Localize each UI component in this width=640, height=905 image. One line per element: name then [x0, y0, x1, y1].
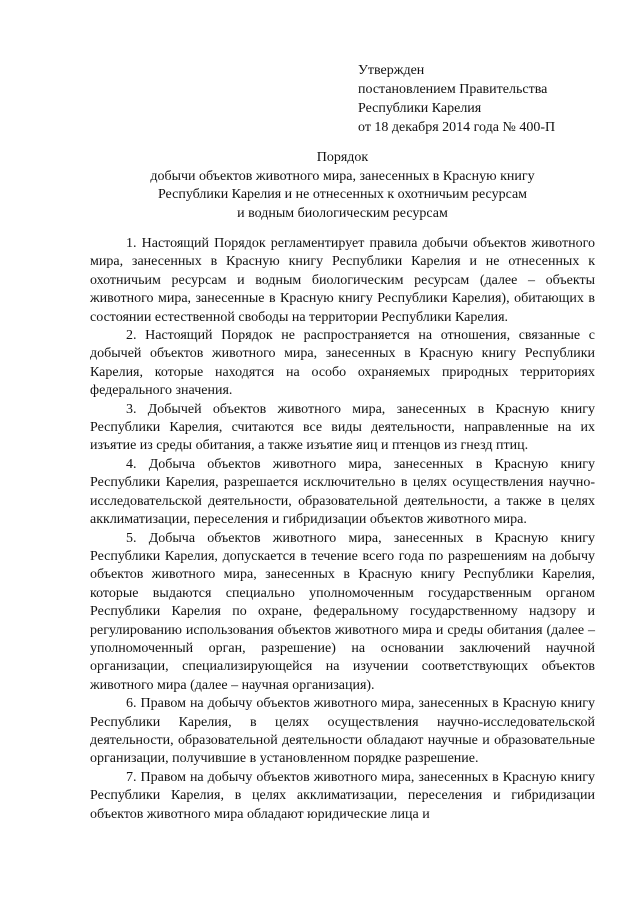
approval-line-republic: Республики Карелия — [358, 101, 482, 116]
paragraph-3: 3. Добычей объектов животного мира, занесенных в Красную книгу Республики Карелия, считаются все виды деятельности, направленные на их изъятие из среды обитания, а также изъятие яиц и птенцов из гнезд птиц. — [90, 401, 595, 454]
paragraph-2: 2. Настоящий Порядок не распространяется на отношения, связанные с добычей объектов животного мира, занесенных в Красную книгу Республики Карелия, которые находятся на особо охраняемых природных территориях федерального значения. — [90, 328, 595, 399]
approval-stamp — [358, 61, 555, 137]
approval-line-resolution: постановлением Правительства — [358, 82, 548, 97]
paragraph-1: 1. Настоящий Порядок регламентирует правила добычи объектов животного мира, занесенных в Красную книгу Республики Карелия и не отнесенных к охотничьим ресурсам и водным биологическим ресурсам (далее – объекты животного мира, занесенные в Красную книгу Республики Карелия), обитающих в состоянии естественной свободы на территории Республики Карелия. — [90, 236, 595, 325]
title-line: добычи объектов животного мира, занесенных в Красную книгу — [150, 168, 535, 184]
paragraph-6: 6. Правом на добычу объектов животного мира, занесенных в Красную книгу Республики Карелия, в целях осуществления научно-исследовательской деятельности, образовательной деятельности обладают научные и образовательные организации, получившие в установленном порядке разрешение. — [90, 696, 595, 767]
document-title — [90, 149, 595, 223]
document-body — [90, 235, 595, 824]
paragraph-7: 7. Правом на добычу объектов животного мира, занесенных в Красную книгу Республики Карелия, в целях акклиматизации, переселения и гибридизации объектов животного мира обладают юридические лица и — [90, 769, 595, 822]
title-line: и водным биологическим ресурсам — [237, 205, 448, 221]
title-line: Республики Карелия и не отнесенных к охотничьим ресурсам — [157, 187, 528, 202]
paragraph-4: 4. Добыча объектов животного мира, занесенных в Красную книгу Республики Карелия, разрешается исключительно в целях осуществления научно-исследовательской деятельности, образовательной деятельности, а также в целях акклиматизации, переселения и гибридизации объектов животного мира. — [90, 456, 595, 528]
approval-line-approved: Утвержден — [358, 63, 425, 78]
title-heading: Порядок — [316, 150, 369, 165]
paragraph-5: 5. Добыча объектов животного мира, занесенных в Красную книгу Республики Карелия, допускается в течение всего года по разрешениям на добычу объектов животного мира, занесенных в Красную книгу Республики Карелия, которые выдаются специально уполномоченным государственным органом Республики Карелия по охране, федеральному государственному надзору и регулированию использования объектов животного мира и среды обитания (далее – уполномоченный орган, разрешение) на основании заключений научной организации, специализирующейся на изучении соответствующих объектов животного мира (далее – научная организация). — [90, 530, 595, 693]
approval-line-date-number: от 18 декабря 2014 года № 400-П — [358, 120, 556, 135]
